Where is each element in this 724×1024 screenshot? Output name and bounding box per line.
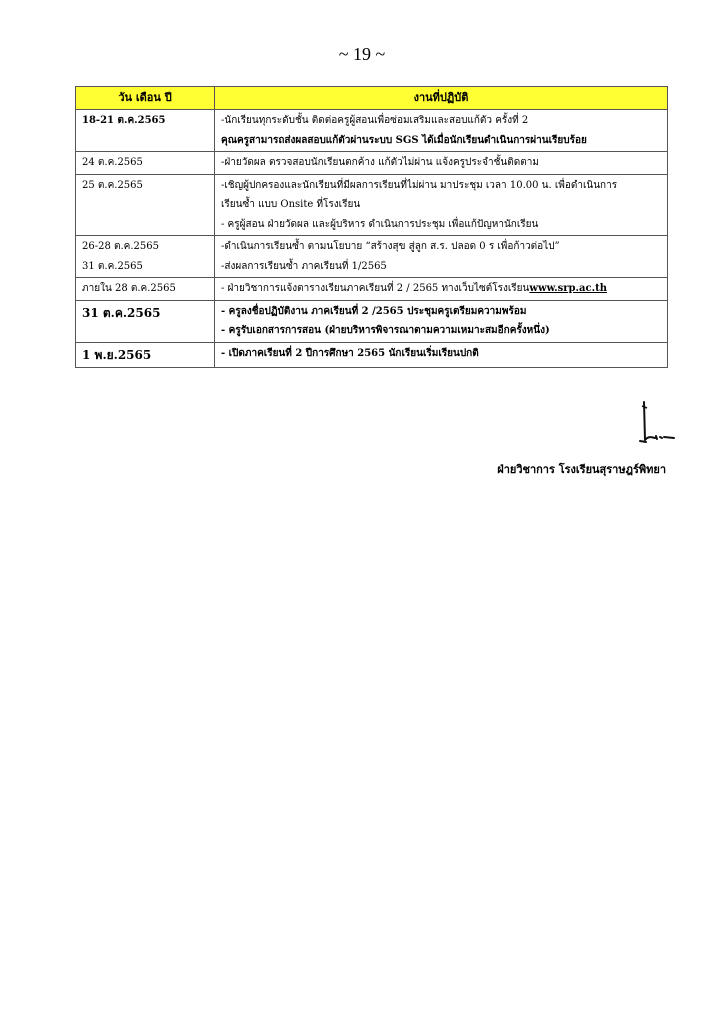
task-text: -ดำเนินการเรียนซ้ำ ตามนโยบาย “สร้างสุข สู่ลูก ส.ร. ปลอด 0 ร เพื่อก้าวต่อไป” <box>221 241 560 252</box>
row-date: 18-21 ต.ค.2565 <box>82 115 166 126</box>
row-date-cell <box>76 236 215 278</box>
table-row <box>76 236 668 278</box>
task-line <box>221 260 661 274</box>
row-date-cell <box>76 110 215 152</box>
row-task-cell <box>215 174 668 236</box>
task-line <box>221 240 661 254</box>
row-date: 26-28 ต.ค.2565 <box>82 241 159 252</box>
task-text: -ส่งผลการเรียนซ้ำ ภาคเรียนที่ 1/2565 <box>221 260 387 272</box>
schedule-table <box>75 86 668 368</box>
row-date-cell <box>76 152 215 175</box>
row-date-cell <box>76 174 215 236</box>
task-text: - ครูลงชื่อปฏิบัติงาน ภาคเรียนที่ 2 /2565 ประชุมครูเตรียมความพร้อม <box>221 305 527 317</box>
header-task: งานที่ปฏิบัติ <box>215 87 668 110</box>
table-header-row <box>76 87 668 110</box>
task-line <box>221 198 661 212</box>
row-date-cell <box>76 300 215 342</box>
table-row <box>76 342 668 367</box>
table-row <box>76 278 668 301</box>
task-line <box>221 282 661 296</box>
task-line <box>221 134 661 148</box>
task-line <box>221 156 661 170</box>
task-line <box>221 179 661 193</box>
header-date: วัน เดือน ปี <box>76 87 215 110</box>
table-row <box>76 110 668 152</box>
table-row <box>76 152 668 175</box>
row-date: 31 ต.ค.2565 <box>82 260 143 272</box>
task-text: -นักเรียนทุกระดับชั้น ติดต่อครูผู้สอนเพื่อซ่อมเสริมและสอบแก้ตัว ครั้งที่ 2 <box>221 115 529 126</box>
task-text: -เชิญผู้ปกครองและนักเรียนที่มีผลการเรียนที่ไม่ผ่าน มาประชุม เวลา 10.00 น. เพื่อดำเนินการ <box>221 179 618 191</box>
task-line <box>221 218 661 232</box>
signer-name: ฝ่ายวิชาการ โรงเรียนสุราษฎร์พิทยา <box>497 463 666 476</box>
row-date-cell <box>76 278 215 301</box>
row-task-cell <box>215 110 668 152</box>
row-date: 25 ต.ค.2565 <box>82 179 143 191</box>
row-date: 24 ต.ค.2565 <box>82 157 143 168</box>
task-line <box>221 305 661 319</box>
task-text: - เปิดภาคเรียนที่ 2 ปีการศึกษา 2565 นักเรียนเริ่มเรียนปกติ <box>221 347 479 359</box>
website-link[interactable]: www.srp.ac.th <box>529 283 607 294</box>
task-text: - ครูผู้สอน ฝ่ายวัดผล และผู้บริหาร ดำเนินการประชุม เพื่อแก้ปัญหานักเรียน <box>221 218 539 230</box>
signature-image <box>630 400 678 446</box>
task-text: -ฝ่ายวัดผล ตรวจสอบนักเรียนตกค้าง แก้ตัวไม่ผ่าน แจ้งครูประจำชั้นติดตาม <box>221 157 539 168</box>
task-line <box>221 347 661 361</box>
task-line <box>221 114 661 128</box>
task-line <box>221 324 661 338</box>
row-date: 31 ต.ค.2565 <box>82 305 161 320</box>
task-text: คุณครูสามารถส่งผลสอบแก้ตัวผ่านระบบ SGS ได้เมื่อนักเรียนดำเนินการผ่านเรียบร้อย <box>221 134 587 146</box>
row-date: 1 พ.ย.2565 <box>82 347 152 362</box>
task-text: - ครูรับเอกสารการสอน (ฝ่ายบริหารพิจารณาตามความเหมาะสมอีกครั้งหนึ่ง) <box>221 325 550 336</box>
table-row <box>76 300 668 342</box>
row-task-cell <box>215 342 668 367</box>
row-date: ภายใน 28 ต.ค.2565 <box>82 283 176 294</box>
task-text: - ฝ่ายวิชาการแจ้งตารางเรียนภาคเรียนที่ 2 / 2565 ทางเว็บไซต์โรงเรียน <box>221 283 530 294</box>
schedule-rows <box>76 110 668 368</box>
task-text: เรียนซ้ำ แบบ Onsite ที่โรงเรียน <box>221 199 361 210</box>
page-number: ~ 19 ~ <box>338 44 386 64</box>
row-task-cell <box>215 278 668 301</box>
row-task-cell <box>215 152 668 175</box>
row-task-cell <box>215 300 668 342</box>
row-task-cell <box>215 236 668 278</box>
table-row <box>76 174 668 236</box>
row-date-cell <box>76 342 215 367</box>
